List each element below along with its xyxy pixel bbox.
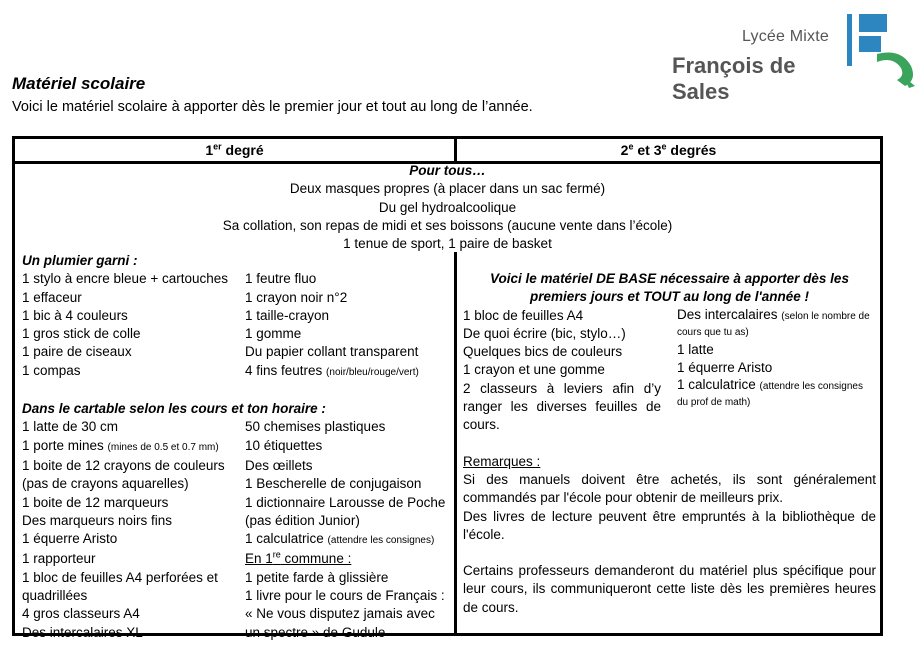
common-line: Sa collation, son repas de midi et ses boissons (aucune vente dans l’école) bbox=[222, 217, 673, 233]
supplies-table bbox=[12, 136, 883, 640]
school-logo-icon bbox=[847, 14, 919, 90]
base-right-list bbox=[677, 307, 876, 435]
header-first-grade: 1er degré bbox=[15, 139, 457, 161]
list-item: Des intercalaires XL bbox=[22, 624, 143, 640]
list-item: 1 dictionnaire Larousse de Poche bbox=[245, 494, 446, 510]
list-item: Quelques bics de couleurs bbox=[463, 344, 623, 360]
list-item: 1 compas bbox=[22, 362, 81, 378]
first-grade-column bbox=[22, 252, 450, 642]
school-logo bbox=[672, 10, 922, 104]
base-material-title: Voici le matériel DE BASE nécessaire à apporter dès les premiers jours et TOUT au long de l'année ! bbox=[490, 271, 849, 305]
list-item: 1 bloc de feuilles A4 bbox=[463, 307, 584, 323]
list-item: 10 étiquettes bbox=[245, 437, 323, 453]
list-item: 1 boite de 12 crayons de couleurs bbox=[22, 457, 225, 473]
list-item: De quoi écrire (bic, stylo…) bbox=[463, 325, 626, 341]
list-item: 1 calculatrice (attendre les consignes) bbox=[245, 531, 435, 547]
page-title: Matériel scolaire bbox=[12, 74, 146, 93]
remark-text: Des livres de lecture peuvent être empruntés à la bibliothèque de l'école. bbox=[463, 508, 876, 542]
list-item: 1 latte bbox=[677, 341, 714, 357]
list-item: 2 classeurs à leviers afin d’y ranger les diverses feuilles de cours. bbox=[463, 380, 661, 433]
intro-text: Voici le matériel scolaire à apporter dès le premier jour et tout au long de l’année. bbox=[12, 99, 533, 115]
second-third-grade-column bbox=[463, 270, 876, 617]
plumier-list bbox=[22, 270, 450, 382]
list-item: 1 équerre Aristo bbox=[22, 531, 118, 547]
list-item: (pas de crayons aquarelles) bbox=[22, 476, 189, 492]
list-item: 1 équerre Aristo bbox=[677, 359, 773, 375]
list-item: 1 crayon et une gomme bbox=[463, 362, 605, 378]
logo-line2: François de Sales bbox=[672, 53, 796, 104]
header-second-third-grade: 2e et 3e degrés bbox=[620, 141, 717, 158]
list-item: 1 rapporteur bbox=[22, 551, 96, 567]
list-item: 1 porte mines (mines de 0.5 et 0.7 mm) bbox=[22, 437, 219, 453]
list-item: 1 bic à 4 couleurs bbox=[22, 307, 128, 323]
list-item: 1 latte de 30 cm bbox=[22, 419, 119, 435]
list-item: 1 bloc de feuilles A4 perforées et bbox=[22, 569, 218, 585]
list-item: 4 fins feutres (noir/bleu/rouge/vert) bbox=[245, 362, 419, 378]
common-line: Du gel hydroalcoolique bbox=[378, 199, 517, 215]
list-item: un spectre » de Gudule bbox=[245, 624, 386, 640]
list-item: 1 Bescherelle de conjugaison bbox=[245, 476, 422, 492]
list-item: Des marqueurs noirs fins bbox=[22, 512, 173, 528]
list-item: 1 paire de ciseaux bbox=[22, 344, 132, 360]
list-item: quadrillées bbox=[22, 588, 88, 604]
base-material-list bbox=[463, 307, 876, 435]
common-title: Pour tous… bbox=[409, 163, 486, 178]
list-item: Du papier collant transparent bbox=[245, 344, 419, 360]
list-item: 1 gros stick de colle bbox=[22, 326, 141, 342]
list-item: 1 feutre fluo bbox=[245, 271, 317, 287]
list-item: 1 gomme bbox=[245, 326, 302, 342]
common-section bbox=[15, 162, 880, 253]
list-item: Des intercalaires (selon le nombre de cours que tu as) bbox=[677, 306, 870, 338]
column-divider bbox=[454, 252, 457, 633]
list-item: 50 chemises plastiques bbox=[245, 419, 386, 435]
list-item: (pas édition Junior) bbox=[245, 512, 360, 528]
list-item: 4 gros classeurs A4 bbox=[22, 606, 140, 622]
communion-title: En 1re commune : bbox=[245, 549, 352, 567]
list-item: 1 boite de 12 marqueurs bbox=[22, 494, 169, 510]
plumier-title: Un plumier garni : bbox=[22, 253, 138, 268]
final-note: Certains professeurs demanderont du matériel plus spécifique pour leur cours, ils communiqueront cette liste dès les premières heures de cours. bbox=[463, 563, 876, 615]
list-item: 1 livre pour le cours de Français : bbox=[245, 588, 445, 604]
table-header bbox=[15, 139, 880, 164]
base-left-list bbox=[463, 307, 677, 435]
remark-text: Si des manuels doivent être achetés, ils sont généralement commandés par l'école pour obtenir de meilleurs prix. bbox=[463, 471, 876, 506]
common-line: Deux masques propres (à placer dans un sac fermé) bbox=[289, 181, 606, 197]
cartable-title: Dans le cartable selon les cours et ton horaire : bbox=[22, 401, 326, 417]
list-item: Des œillets bbox=[245, 457, 313, 473]
cartable-list bbox=[22, 418, 450, 642]
list-item: 1 stylo à encre bleue + cartouches bbox=[22, 271, 229, 287]
logo-line1: Lycée Mixte bbox=[742, 28, 829, 45]
list-item: 1 taille-crayon bbox=[245, 307, 330, 323]
list-item: 1 petite farde à glissière bbox=[245, 569, 389, 585]
list-item: 1 crayon noir n°2 bbox=[245, 289, 348, 305]
common-line: 1 tenue de sport, 1 paire de basket bbox=[343, 236, 552, 252]
list-item: « Ne vous disputez jamais avec bbox=[245, 606, 435, 622]
remarques-title: Remarques : bbox=[463, 453, 541, 469]
list-item: 1 calculatrice (attendre les consignes du prof de math) bbox=[677, 377, 863, 409]
list-item: 1 effaceur bbox=[22, 289, 82, 305]
